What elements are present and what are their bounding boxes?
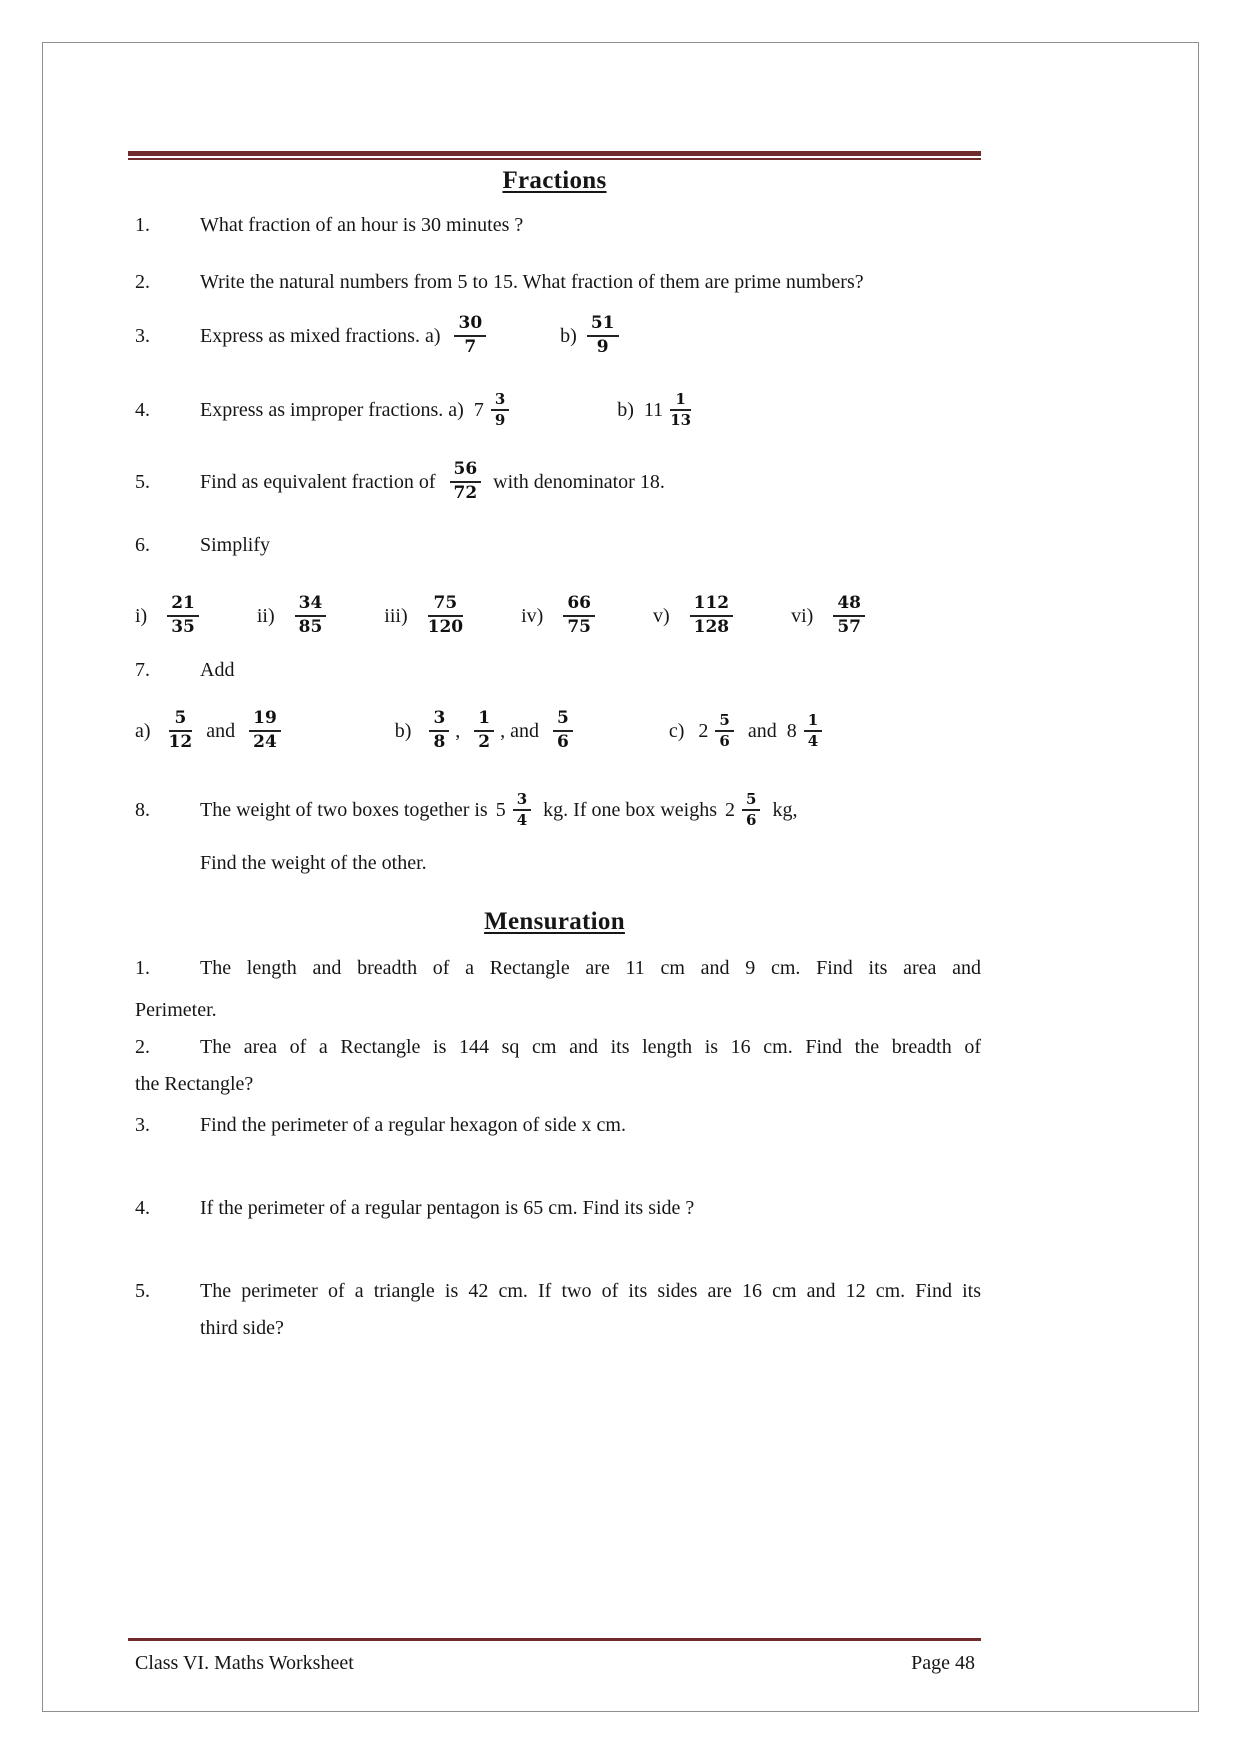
fraction-denominator: 4 [807,732,819,750]
fraction-numerator: 5 [169,709,193,732]
question-text: The area of a Rectangle is 144 sq cm and its length is 16 cm. Find the breadth of [200,1036,981,1058]
part-label: b) [560,324,577,347]
fraction-numerator: 48 [833,594,865,617]
fraction [295,594,327,637]
add-items-row [128,700,981,762]
comma: , [455,719,461,742]
fraction-numerator: 1 [474,709,494,732]
fraction-denominator: 85 [298,617,323,637]
top-double-rule [128,151,981,160]
fraction-denominator: 72 [453,483,478,503]
fraction-denominator: 75 [567,617,591,637]
mensuration-question-4 [128,1195,981,1222]
fraction [428,594,464,637]
fraction-numerator: 5 [742,791,760,811]
question-number: 3. [135,1114,150,1136]
item-label: vi) [791,604,814,627]
fraction-denominator: 6 [719,732,730,750]
fraction [429,709,449,752]
fraction-denominator: 6 [557,732,569,752]
mixed-number [496,791,535,830]
simplify-item [257,594,330,637]
fraction [474,709,494,752]
fraction [450,460,482,503]
item-label: i) [135,604,148,627]
worksheet-content [128,151,981,1342]
fraction-numerator: 112 [690,594,734,617]
fraction [167,594,199,637]
fraction-denominator: 120 [427,617,464,637]
fraction-denominator: 8 [433,732,446,752]
mixed-number [474,391,513,430]
question-number: 1. [135,214,150,236]
fraction-denominator: 7 [464,337,477,357]
question-text-tail: with denominator 18. [493,470,665,493]
fraction [513,791,531,830]
fraction [553,709,573,752]
fraction-numerator: 21 [167,594,199,617]
fractions-question-4 [128,382,981,438]
question-text-tail: kg, [772,798,798,821]
conjunction: and [747,719,777,742]
fraction-numerator: 5 [553,709,573,732]
fraction [249,709,281,752]
fraction [491,391,509,430]
footer [128,1650,981,1677]
fraction-numerator: 30 [454,314,486,337]
fractions-question-8 [128,782,981,838]
question-text: Simplify [200,534,271,556]
whole-number: 11 [643,398,664,421]
fraction-numerator: 1 [804,712,822,732]
mixed-number [787,712,826,751]
fractions-question-6 [128,532,981,559]
fraction-numerator: 19 [249,709,281,732]
fraction [563,594,595,637]
fraction-denominator: 6 [746,811,757,829]
conjunction: and [206,719,236,742]
question-continuation: third side? [200,1317,284,1339]
fraction-denominator: 57 [837,617,861,637]
question-number: 1. [135,957,150,979]
fraction [454,314,486,357]
question-number: 7. [135,659,150,681]
question-text-mid: kg. If one box weighs [543,798,718,821]
mensuration-question-3 [128,1112,981,1139]
question-text: Write the natural numbers from 5 to 15. What fraction of them are prime numbers? [200,271,864,293]
question-number: 5. [135,470,150,493]
item-label: iv) [521,604,544,627]
simplify-item [791,594,869,637]
fractions-question-2 [128,269,981,296]
question-number: 6. [135,534,150,556]
question-number: 4. [135,1197,150,1219]
fraction-denominator: 13 [670,411,692,429]
fraction-numerator: 51 [587,314,619,337]
simplify-items-row [128,585,981,647]
question-number: 8. [135,798,150,821]
question-text: Express as mixed fractions. a) [200,324,441,347]
mixed-number [698,712,737,751]
question-text: Express as improper fractions. a) [200,398,464,421]
question-number: 2. [135,271,150,293]
fraction [587,314,619,357]
fraction-denominator: 24 [253,732,277,752]
fraction-numerator: 75 [428,594,464,617]
fraction [670,391,691,430]
page-border [42,42,1199,1712]
question-text: The perimeter of a triangle is 42 cm. If two of its sides are 16 cm and 12 cm. Find its [200,1280,981,1302]
question-number: 2. [135,1036,150,1058]
question-number: 4. [135,398,150,421]
fraction-denominator: 12 [168,732,193,752]
mixed-number [725,791,764,830]
fraction-numerator: 3 [513,791,531,811]
fraction-denominator: 2 [478,732,491,752]
fraction-numerator: 66 [563,594,595,617]
section-title-fractions: Fractions [502,167,607,194]
fraction-denominator: 9 [494,411,506,429]
mensuration-question-2 [128,1034,981,1061]
question-number: 5. [135,1280,150,1302]
footer-worksheet-title: Class VI. Maths Worksheet [135,1652,354,1674]
simplify-item [135,594,203,637]
fraction-numerator: 1 [670,391,691,411]
fraction [833,594,865,637]
fraction [804,712,822,751]
fraction-denominator: 128 [693,617,730,637]
question-text: The length and breadth of a Rectangle are 11 cm and 9 cm. Find its area and [200,957,981,979]
part-label: b) [617,398,634,421]
question-number: 3. [135,324,150,347]
part-label: b) [394,719,412,742]
fraction [690,594,734,637]
fraction [169,709,193,752]
comma-and: , and [500,719,540,742]
simplify-item [521,594,599,637]
simplify-item [384,594,467,637]
mensuration-question-1 [128,955,981,982]
section-title-mensuration: Mensuration [484,908,625,935]
fractions-question-7 [128,657,981,684]
question-text: Add [200,659,235,681]
whole-number: 8 [786,719,797,742]
fraction-numerator: 56 [450,460,482,483]
mixed-number [644,391,695,430]
fraction [742,791,760,830]
footer-page-number: Page 48 [911,1652,975,1674]
question-text: The weight of two boxes together is [200,798,488,821]
fraction-numerator: 5 [715,712,733,732]
fractions-question-3 [128,308,981,364]
question-continuation: Find the weight of the other. [200,852,427,874]
part-label: a) [135,719,151,742]
fraction-denominator: 4 [516,811,528,829]
fraction-denominator: 35 [171,617,195,637]
question-continuation: Perimeter. [135,999,217,1021]
fraction-numerator: 34 [295,594,327,617]
footer-rule [128,1638,981,1641]
question-text: Find the perimeter of a regular hexagon of side x cm. [200,1114,626,1136]
mensuration-question-5 [128,1278,981,1305]
question-text: Find as equivalent fraction of [200,470,436,493]
add-item-a [135,709,285,752]
item-label: iii) [384,604,408,627]
whole-number: 5 [495,798,506,821]
fraction-denominator: 9 [596,337,609,357]
question-text: What fraction of an hour is 30 minutes ? [200,214,524,236]
whole-number: 7 [473,398,484,421]
add-item-b [395,709,577,752]
fraction-numerator: 3 [491,391,509,411]
fractions-question-5 [128,454,981,510]
fraction [715,712,733,751]
whole-number: 2 [725,798,736,821]
item-label: v) [652,604,670,627]
item-label: ii) [256,604,275,627]
simplify-item [653,594,737,637]
fractions-question-1 [128,212,981,239]
question-continuation: the Rectangle? [135,1073,254,1095]
add-item-c [669,712,826,751]
question-text: If the perimeter of a regular pentagon is 65 cm. Find its side ? [200,1197,695,1219]
fraction-numerator: 3 [429,709,449,732]
whole-number: 2 [698,719,709,742]
part-label: c) [668,719,685,742]
